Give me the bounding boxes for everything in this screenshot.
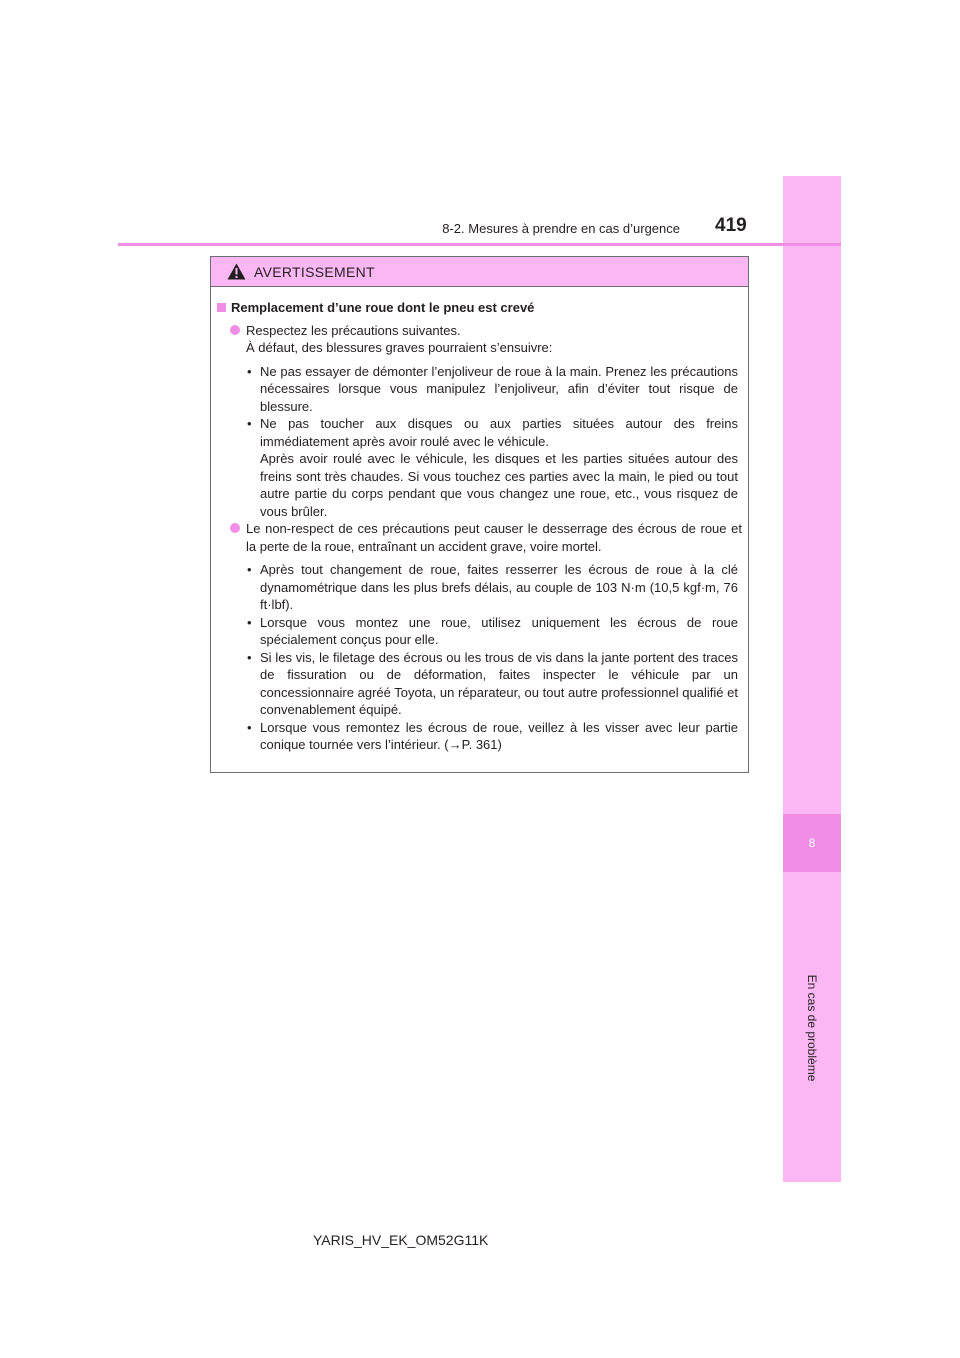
list-item xyxy=(247,719,738,754)
item-1-line-2: À défaut, des blessures graves pourraient s’ensuivre: xyxy=(246,340,553,355)
warning-item-1 xyxy=(217,322,742,357)
bullet-text: • Lorsque vous montez une roue, utilisez uniquement les écrous de roue spécialement conçus pour elle. xyxy=(260,614,738,647)
list-item xyxy=(247,649,738,719)
header-section-title: 8-2. Mesures à prendre en cas d’urgence xyxy=(442,221,680,236)
warning-body xyxy=(211,287,748,754)
page-number: 419 xyxy=(715,215,747,236)
bullet-text: Après avoir roulé avec le véhicule, les disques et les parties situées autour des freins sont très chaudes. Si vous touchez ces parties avec la main, le pied ou tout autre partie du corps pendant que vous changez une roue, etc., vous risquez de vous brûler. xyxy=(260,451,738,519)
section-heading xyxy=(217,299,742,317)
item-1-bullet-list xyxy=(217,363,742,521)
list-item xyxy=(247,614,738,649)
bullet-text: • Après tout changement de roue, faites resserrer les écrous de roue à la clé dynamométrique dans les plus brefs délais, au couple de 103 N·m (10,5 kgf·m, 76 ft·lbf). xyxy=(260,562,738,612)
bullet-text: • Ne pas toucher aux disques ou aux parties situées autour des freins immédiatement après avoir roulé avec le véhicule. xyxy=(260,416,738,449)
bullet-text: • Si les vis, le filetage des écrous ou les trous de vis dans la jante portent des traces de fissuration ou de déformation, faites inspecter le véhicule par un concessionnaire agréé Toyota, un réparateur, ou tout autre professionnel qualifié et convenablement équipé. xyxy=(260,649,738,717)
circle-bullet-icon xyxy=(230,523,240,533)
warning-header xyxy=(211,257,748,287)
header-rule xyxy=(118,243,841,246)
bullet-text: • Lorsque vous remontez les écrous de roue, veillez à les visser avec leur partie conique tournée vers l’intérieur. (→P. 361) xyxy=(260,719,738,752)
list-item xyxy=(247,415,738,520)
item-1-line-1: Respectez les précautions suivantes. xyxy=(246,322,461,338)
bullet-text: • Ne pas essayer de démonter l’enjoliveur de roue à la main. Prenez les précautions nécessaires lorsque vous manipulez l’enjoliveur, afin d’éviter tout risque de blessure. xyxy=(260,363,738,414)
item-2-line-1: Le non-respect de ces précautions peut causer le desserrage des écrous de roue et la perte de la roue, entraînant un accident grave, voire mortel. xyxy=(246,521,742,554)
section-heading-text: Remplacement d’une roue dont le pneu est crevé xyxy=(231,300,535,315)
circle-bullet-icon xyxy=(230,325,240,335)
chapter-number: 8 xyxy=(783,814,841,872)
warning-item-2 xyxy=(217,520,742,555)
warning-triangle-icon xyxy=(227,263,246,280)
square-bullet-icon xyxy=(217,303,226,312)
list-item xyxy=(247,561,738,614)
warning-box xyxy=(210,256,749,773)
warning-title: AVERTISSEMENT xyxy=(254,263,375,280)
document-code: YARIS_HV_EK_OM52G11K xyxy=(313,1232,489,1248)
list-item xyxy=(247,363,738,416)
chapter-label: En cas de problème xyxy=(805,974,819,1082)
item-2-bullet-list xyxy=(217,561,742,754)
